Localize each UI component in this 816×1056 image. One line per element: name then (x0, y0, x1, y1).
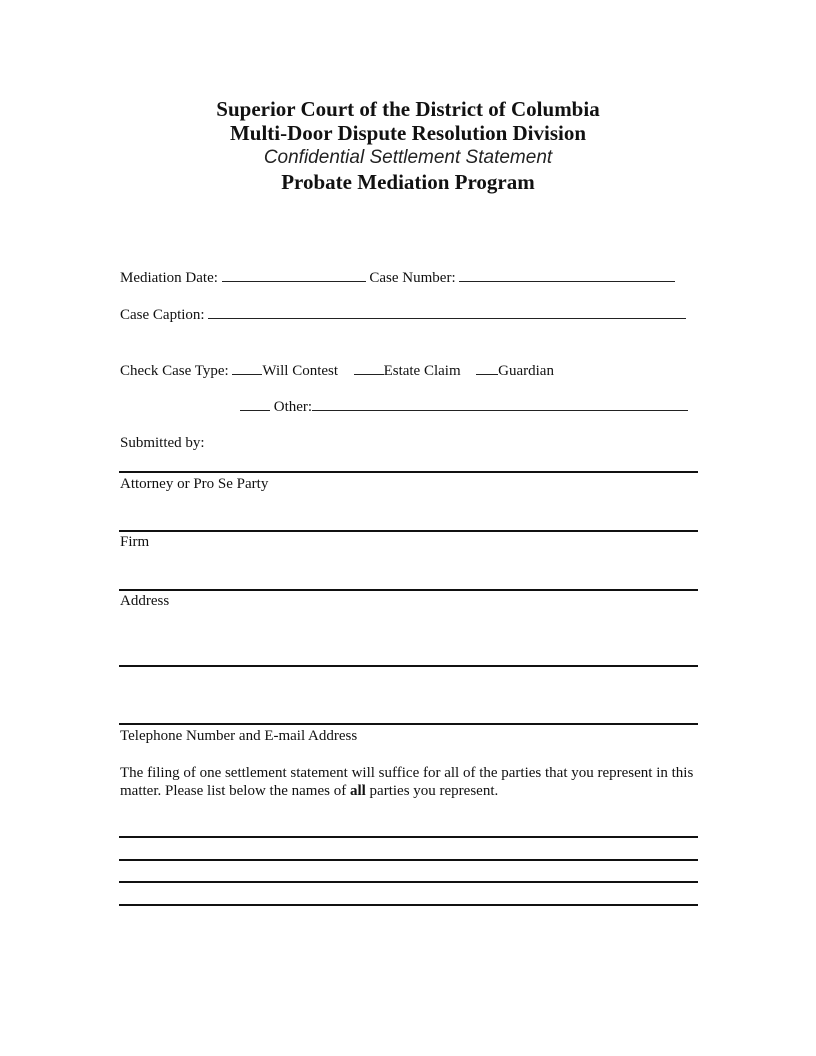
form-title: Confidential Settlement Statement (263, 147, 553, 168)
instructions-bold-word: all (349, 783, 366, 799)
case-type-row (120, 361, 554, 380)
instructions-text: The filing of one settlement statement will suffice for all of the parties that you represent in this matter. Please list below the names of (120, 765, 694, 799)
telephone-email-label: Telephone Number and E-mail Address (120, 728, 358, 744)
mediation-date-field[interactable] (222, 268, 366, 282)
party-name-line-1[interactable] (119, 836, 698, 838)
address-line[interactable] (119, 589, 698, 591)
attorney-label: Attorney or Pro Se Party (120, 476, 269, 492)
mediation-date-row (120, 268, 675, 287)
mediation-date-label: Mediation Date: (120, 270, 218, 286)
case-number-field[interactable] (459, 268, 675, 282)
other-row (240, 397, 688, 416)
court-name: Superior Court of the District of Columbia (216, 97, 600, 121)
instructions-text-end: parties you represent. (365, 783, 499, 799)
attorney-signature-line[interactable] (119, 471, 698, 473)
other-label: Other: (273, 399, 313, 415)
party-name-line-4[interactable] (119, 904, 698, 906)
firm-line[interactable] (119, 530, 698, 532)
division-name: Multi-Door Dispute Resolution Division (229, 121, 587, 145)
instructions-paragraph (120, 764, 710, 800)
submitted-by-label: Submitted by: (120, 435, 205, 451)
case-caption-label: Case Caption: (120, 307, 205, 323)
guardian-checkbox[interactable] (476, 361, 498, 375)
case-caption-field[interactable] (208, 305, 686, 319)
check-case-type-label: Check Case Type: (120, 363, 229, 379)
other-checkbox[interactable] (240, 397, 270, 411)
estate-claim-label: Estate Claim (383, 363, 461, 379)
guardian-label: Guardian (498, 363, 554, 379)
will-contest-label: Will Contest (262, 363, 339, 379)
case-number-label: Case Number: (369, 270, 456, 286)
address-line-2[interactable] (119, 665, 698, 667)
party-name-line-2[interactable] (119, 859, 698, 861)
case-caption-row (120, 305, 686, 324)
program-name: Probate Mediation Program (281, 170, 535, 194)
other-field[interactable] (312, 397, 688, 411)
address-label: Address (120, 593, 170, 609)
will-contest-checkbox[interactable] (232, 361, 262, 375)
firm-label: Firm (120, 534, 150, 550)
party-name-line-3[interactable] (119, 881, 698, 883)
estate-claim-checkbox[interactable] (354, 361, 384, 375)
telephone-email-line[interactable] (119, 723, 698, 725)
